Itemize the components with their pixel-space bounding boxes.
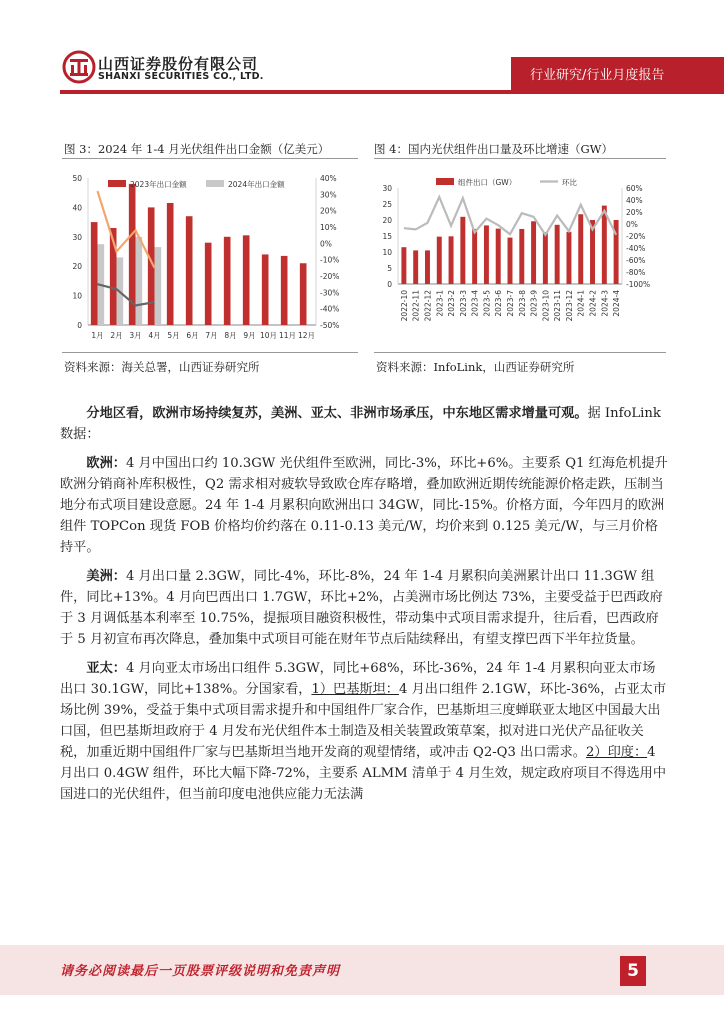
x-tick-label: 2022-11	[411, 290, 421, 322]
apac-text-b: 4 月出口组件 2.1GW，环比-36%，占亚太市场比例 39%，受益于集中式项目需求提升和中国组件厂家合作，巴基斯坦三度蝉联亚太地区中国最大出口国，但巴基斯坦政府于 4 月发布光伏组件本土制造及相关装置政策草案，拟对进口光伏产品征收关税，加重近期中国组件厂家与巴基斯坦当地开发商的观望情绪，或冲击 Q2-Q3 出口需求。	[60, 682, 667, 760]
x-tick-label: 5月	[167, 331, 180, 340]
bar-0	[300, 263, 307, 325]
apac-lead: 亚太：	[86, 661, 126, 676]
paragraph-apac	[60, 658, 668, 805]
fig3-caption: 图 3：2024 年 1-4 月光伏组件出口金额（亿美元）	[64, 142, 330, 156]
x-tick-label: 2023-8	[517, 290, 527, 317]
x-tick-label: 2023-4	[470, 290, 480, 317]
y-tick-label: 10	[72, 291, 82, 301]
paragraph-intro	[60, 403, 668, 445]
bar-0	[167, 203, 174, 325]
legend-swatch	[436, 178, 454, 185]
y-tick-label: 20	[382, 216, 392, 225]
y2-tick-label: 30%	[320, 190, 337, 200]
y2-tick-label: 40%	[626, 196, 643, 205]
y2-tick-label: -80%	[626, 268, 646, 277]
bar-0	[224, 237, 231, 325]
x-tick-label: 11月	[278, 331, 297, 340]
y-tick-label: 20	[72, 262, 82, 272]
x-tick-label: 2023-7	[506, 290, 515, 317]
bar-0	[472, 229, 477, 284]
legend-swatch	[206, 180, 224, 187]
y2-tick-label: -20%	[320, 272, 340, 281]
y2-tick-label: 0%	[320, 239, 332, 249]
y-tick-label: 0	[77, 321, 82, 330]
y2-tick-label: -10%	[320, 255, 340, 265]
x-tick-label: 2023-1	[435, 290, 445, 317]
company-name-en: SHANXI SECURITIES CO., LTD.	[98, 71, 264, 82]
bar-0	[437, 237, 442, 284]
y-tick-label: 0	[387, 280, 392, 289]
bar-0	[531, 221, 536, 284]
bar-1	[155, 247, 162, 325]
x-tick-label: 3月	[129, 331, 142, 340]
x-tick-label: 2024-4	[612, 290, 622, 317]
x-tick-label: 2023-10	[541, 290, 551, 322]
x-tick-label: 2023-11	[553, 290, 563, 322]
y2-tick-label: 20%	[626, 208, 643, 217]
fig4-source: 资料来源：InfoLink，山西证券研究所	[376, 360, 575, 374]
fig4-caption-rule	[374, 158, 666, 159]
intro-rest: 据 InfoLink 数据：	[60, 406, 661, 442]
bar-0	[578, 214, 583, 284]
apac-pakistan-label: 1）巴基斯坦：	[311, 682, 399, 697]
y-tick-label: 50	[72, 174, 82, 183]
fig3-chart	[60, 164, 360, 350]
bar-0	[484, 225, 489, 284]
bar-0	[555, 225, 560, 284]
x-tick-label: 2023-3	[458, 290, 468, 317]
header-rule	[60, 90, 724, 94]
x-tick-label: 7月	[205, 331, 218, 340]
legend-label: 环比	[562, 178, 577, 187]
bar-0	[262, 254, 269, 325]
bar-0	[543, 232, 548, 284]
bar-0	[186, 216, 193, 325]
apac-india-label: 2）印度：	[586, 745, 648, 760]
bar-0	[460, 217, 465, 284]
x-tick-label: 8月	[224, 331, 237, 340]
y-tick-label: 15	[382, 232, 392, 241]
y2-tick-label: -40%	[320, 304, 340, 314]
x-tick-label: 4月	[148, 331, 161, 340]
y2-tick-label: -30%	[320, 288, 340, 298]
y2-tick-label: -50%	[320, 321, 340, 330]
fig3-source: 资料来源：海关总署，山西证券研究所	[64, 360, 260, 374]
paragraph-americas	[60, 566, 668, 650]
bar-0	[496, 229, 501, 284]
intro-bold: 分地区看，欧洲市场持续复苏，美洲、亚太、非洲市场承压，中东地区需求增量可观。	[86, 406, 588, 421]
bar-0	[91, 222, 98, 325]
page-number: 5	[620, 956, 646, 986]
apac-text-a: 4 月向亚太市场出口组件 5.3GW，同比+68%，环比-36%，24 年 1-4 月累积向亚太市场出口 30.1GW，同比+138%。分国家看，	[60, 661, 656, 697]
y2-tick-label: -60%	[626, 256, 646, 265]
y-tick-label: 25	[382, 200, 392, 209]
bar-0	[425, 250, 430, 284]
x-tick-label: 12月	[297, 331, 316, 340]
bar-0	[519, 229, 524, 284]
legend-swatch	[108, 180, 126, 187]
bar-0	[205, 243, 212, 325]
y-tick-label: 40	[72, 203, 82, 213]
fig3-source-rule	[62, 352, 358, 353]
footer-disclaimer: 请务必阅读最后一页股票评级说明和免责声明	[60, 964, 341, 979]
legend-label: 组件出口（GW）	[458, 178, 517, 187]
company-logo-icon	[62, 50, 96, 84]
x-tick-label: 2023-12	[564, 290, 574, 322]
x-tick-label: 2024-3	[600, 290, 610, 317]
fig4-caption: 图 4：国内光伏组件出口量及环比增速（GW）	[374, 142, 613, 156]
y2-tick-label: 40%	[320, 174, 337, 183]
bar-0	[413, 250, 418, 284]
company-name-cn: 山西证券股份有限公司	[98, 55, 259, 73]
line-series-0	[404, 197, 616, 235]
x-tick-label: 2022-12	[423, 290, 433, 322]
legend-label: 2023年出口金额	[130, 180, 187, 189]
bar-0	[401, 247, 406, 284]
report-type: 行业研究/行业月度报告	[530, 68, 665, 83]
x-tick-label: 2023-9	[529, 290, 539, 317]
x-tick-label: 10月	[259, 331, 278, 340]
legend-label: 2024年出口金额	[228, 180, 285, 189]
americas-text: 4 月出口量 2.3GW，同比-4%，环比-8%，24 年 1-4 月累积向美洲累计出口 11.3GW 组件，同比+13%。4 月向巴西出口 1.7GW，环比+2%，占美洲市场比例达 73%，主要受益于巴西政府于 3 月调低基本利率至 10.75%，提振项目融资积极性，带动集中式项目需求提升，往后看，巴西政府于 5 月初宣布再次降息，叠加集中式项目可能在财年节点后陆续释出，有望支撑巴西下半年拉货量。	[60, 569, 663, 647]
y-tick-label: 10	[382, 248, 392, 257]
bar-0	[243, 235, 250, 325]
y-tick-label: 30	[72, 232, 82, 242]
y2-tick-label: -40%	[626, 244, 646, 253]
x-tick-label: 9月	[243, 331, 256, 340]
bar-1	[136, 237, 143, 325]
x-tick-label: 1月	[91, 331, 104, 340]
fig3-caption-rule	[62, 158, 358, 159]
x-tick-label: 2024-2	[588, 290, 598, 317]
x-tick-label: 2023-5	[482, 290, 492, 317]
fig4-source-rule	[374, 352, 666, 353]
x-tick-label: 2023-6	[494, 290, 504, 317]
paragraph-europe	[60, 453, 668, 558]
apac-text-c: 4 月出口 0.4GW 组件，环比大幅下降-72%，主要系 ALMM 清单于 4 月生效，规定政府项目不得选用中国进口的光伏组件，但当前印度电池供应能力无法满	[60, 745, 667, 802]
line-series-1	[98, 284, 155, 305]
y2-tick-label: 10%	[320, 223, 337, 232]
x-tick-label: 2022-10	[399, 290, 409, 322]
bar-0	[566, 232, 571, 284]
bar-0	[449, 236, 454, 284]
y2-tick-label: 20%	[320, 206, 337, 216]
y2-tick-label: 60%	[626, 184, 643, 193]
y2-tick-label: -20%	[626, 232, 646, 241]
y2-tick-label: 0%	[626, 220, 638, 229]
x-tick-label: 2024-1	[576, 290, 586, 317]
x-tick-label: 6月	[186, 331, 199, 340]
y2-tick-label: -100%	[626, 280, 651, 289]
fig4-chart	[372, 164, 668, 350]
y-tick-label: 5	[387, 264, 392, 273]
x-tick-label: 2023-2	[447, 290, 457, 317]
bar-0	[602, 206, 607, 284]
americas-lead: 美洲：	[86, 569, 126, 584]
europe-text: 4 月中国出口约 10.3GW 光伏组件至欧洲，同比-3%，环比+6%。主要系 Q1 红海危机提升欧洲分销商补库积极性，Q2 需求相对疲软导致欧仓库存略增，叠加欧洲近期传统能源价格走跌，压制当地分布式项目建设意愿。24 年 1-4 月累积向欧洲出口 34GW，同比-15%。价格方面，今年四月的欧洲组件 TOPCon 现货 FOB 价格均价约落在 0.11-0.13 美元/W，均价来到 0.125 美元/W，与三月价格持平。	[60, 456, 668, 555]
line-series-0	[98, 191, 155, 268]
x-tick-label: 2月	[110, 331, 123, 340]
body-text	[60, 403, 668, 805]
bar-0	[508, 238, 513, 284]
europe-lead: 欧洲：	[86, 456, 126, 471]
y-tick-label: 30	[382, 184, 392, 193]
bar-0	[281, 256, 288, 325]
